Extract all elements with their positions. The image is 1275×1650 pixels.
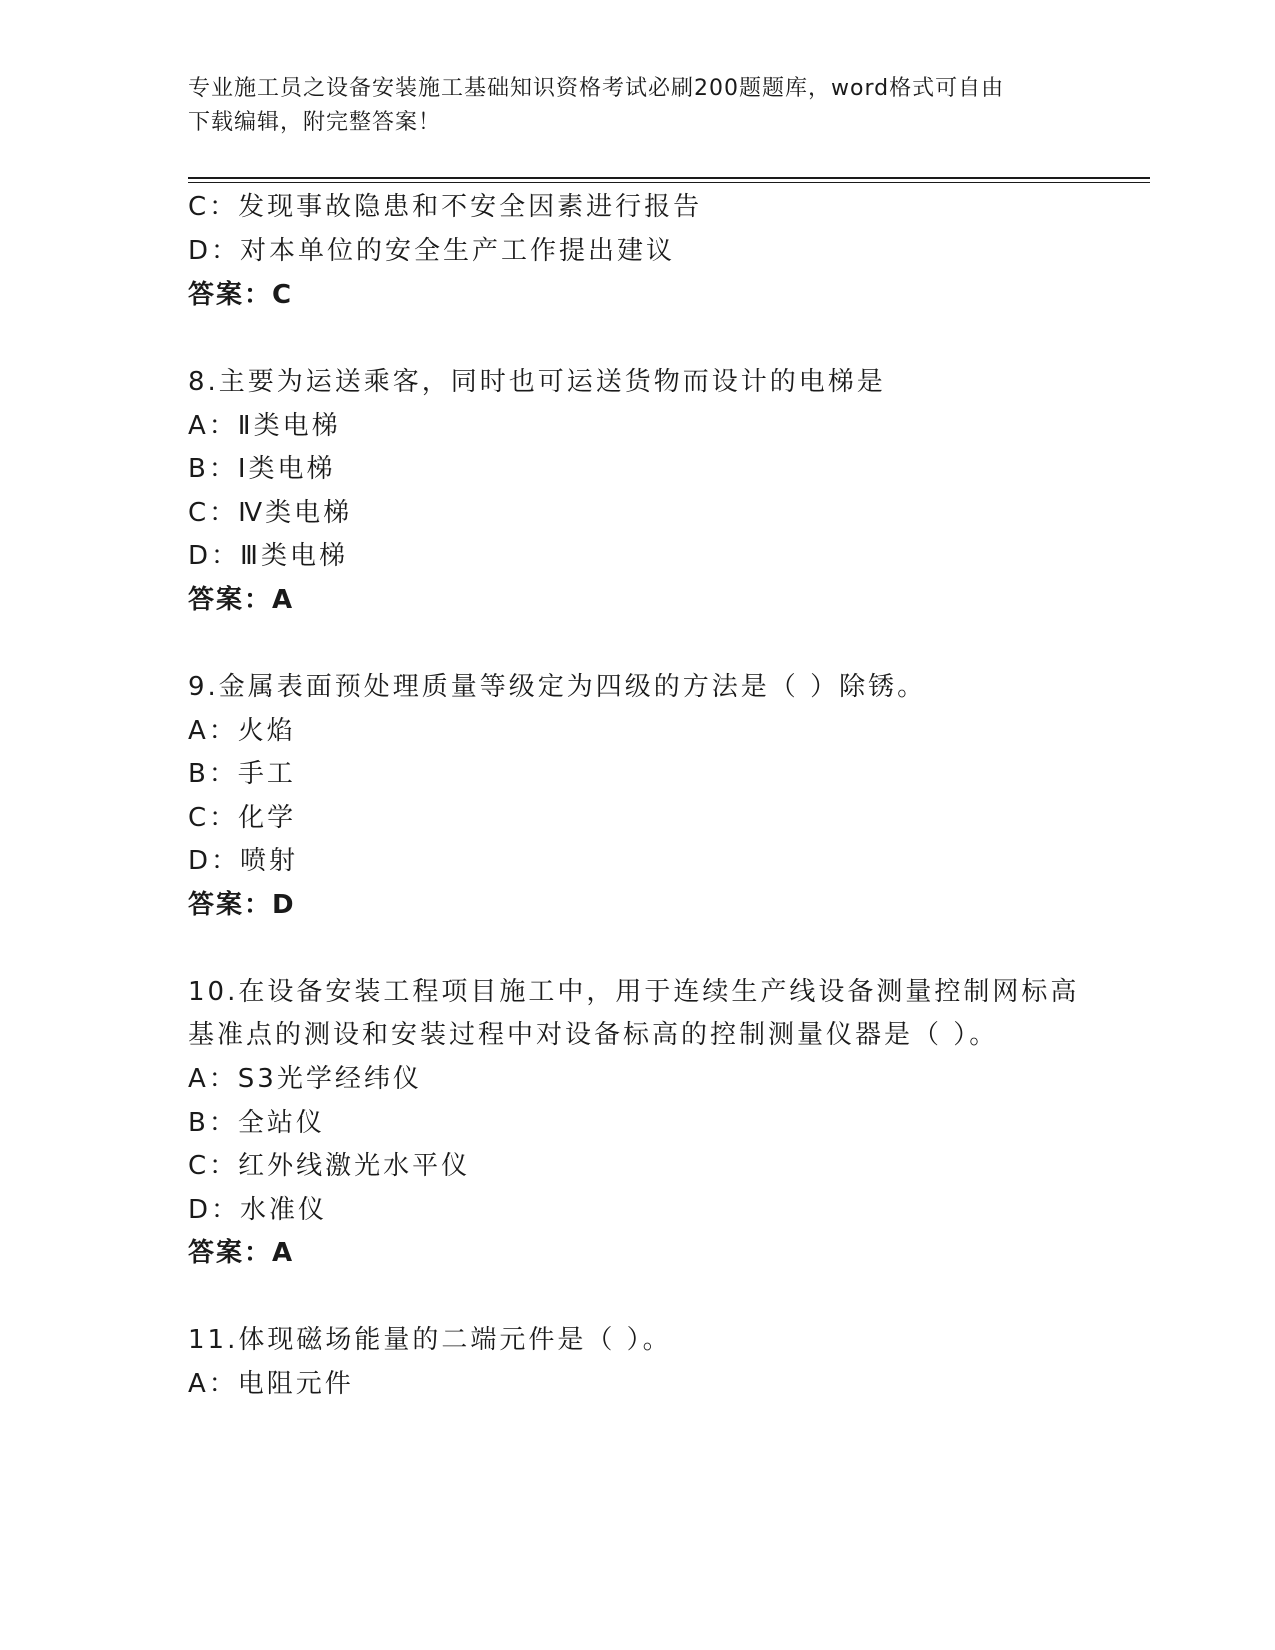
option-line: C：发现事故隐患和不安全因素进行报告 bbox=[188, 192, 703, 222]
document-header bbox=[188, 72, 1088, 140]
header-title-line-2: 下载编辑，附完整答案！ bbox=[188, 110, 442, 135]
answer-line: 答案：A bbox=[188, 1238, 295, 1268]
question-line: 8.主要为运送乘客，同时也可运送货物而设计的电梯是 bbox=[188, 367, 886, 397]
answer-line: 答案：D bbox=[188, 890, 296, 920]
answer-line: 答案：A bbox=[188, 585, 295, 615]
question-line: 11.体现磁场能量的二端元件是（ ）。 bbox=[188, 1325, 672, 1355]
option-line: A：火焰 bbox=[188, 716, 296, 746]
option-line: C：Ⅳ类电梯 bbox=[188, 498, 353, 528]
question-line: 10.在设备安装工程项目施工中，用于连续生产线设备测量控制网标高 bbox=[188, 977, 1080, 1007]
header-divider-thin bbox=[188, 182, 1150, 183]
question-line: 9.金属表面预处理质量等级定为四级的方法是（ ）除锈。 bbox=[188, 672, 927, 702]
option-line: B：全站仪 bbox=[188, 1108, 325, 1138]
option-line: D：对本单位的安全生产工作提出建议 bbox=[188, 236, 676, 266]
option-line: D：喷射 bbox=[188, 846, 299, 876]
option-line: D：水准仪 bbox=[188, 1195, 328, 1225]
option-line: A：电阻元件 bbox=[188, 1369, 354, 1399]
header-title-line-1: 专业施工员之设备安装施工基础知识资格考试必刷200题题库，word格式可自由 bbox=[188, 76, 1005, 101]
option-line: B：Ⅰ类电梯 bbox=[188, 454, 336, 484]
answer-line: 答案：C bbox=[188, 280, 294, 310]
option-line: D：Ⅲ类电梯 bbox=[188, 541, 348, 571]
option-line: B：手工 bbox=[188, 759, 296, 789]
header-divider-thick bbox=[188, 177, 1150, 179]
option-line: A：Ⅱ类电梯 bbox=[188, 411, 341, 441]
option-line: C：化学 bbox=[188, 803, 297, 833]
option-line: C：红外线激光水平仪 bbox=[188, 1151, 471, 1181]
option-line: A：S3光学经纬仪 bbox=[188, 1064, 422, 1094]
question-line: 基准点的测设和安装过程中对设备标高的控制测量仪器是（ ）。 bbox=[188, 1020, 999, 1050]
